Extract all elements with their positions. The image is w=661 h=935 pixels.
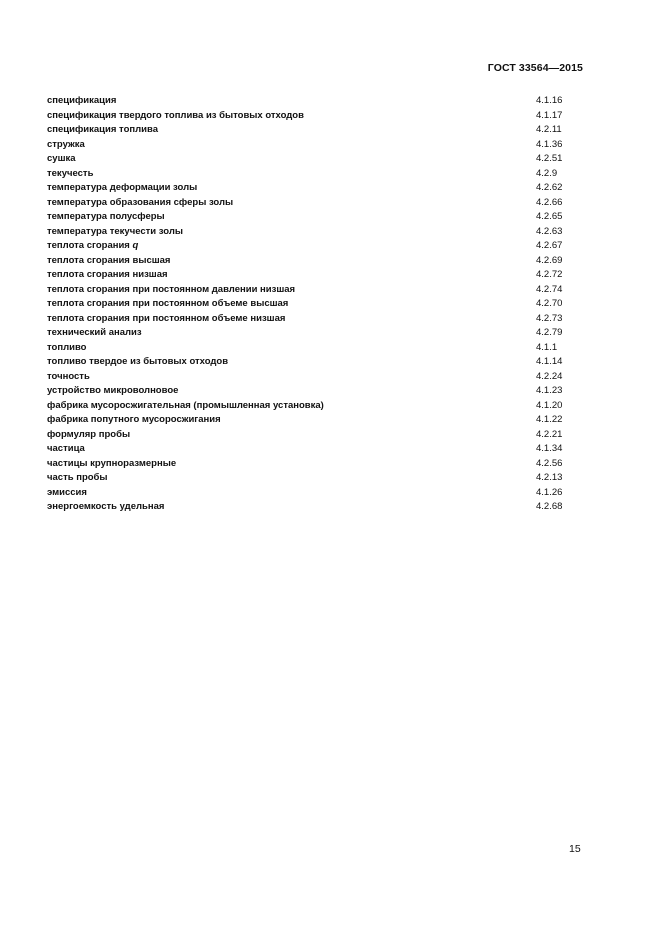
index-row <box>47 370 576 385</box>
index-row <box>47 413 576 428</box>
index-term-text: эмиссия <box>47 486 87 498</box>
index-term <box>47 355 228 370</box>
index-term-text: часть пробы <box>47 472 108 483</box>
index-term-reference: 4.1.34 <box>536 443 563 454</box>
index-term-text: температура образования сферы золы <box>47 196 234 208</box>
index-term <box>47 138 85 153</box>
index-row <box>47 326 576 341</box>
index-term <box>47 181 197 196</box>
index-term-reference: 4.2.74 <box>536 283 563 295</box>
index-term-text: теплота сгорания при постоянном давлении низшая <box>47 283 296 295</box>
index-term-reference: 4.2.69 <box>536 254 563 266</box>
index-row <box>47 384 576 399</box>
index-term-text: частица <box>47 443 85 454</box>
index-row <box>47 268 576 283</box>
index-term <box>47 471 108 486</box>
index-term <box>47 457 176 472</box>
index-term <box>47 428 130 443</box>
index-term-reference: 4.1.22 <box>536 414 563 425</box>
index-row <box>47 355 576 370</box>
index-term <box>47 500 164 515</box>
index-term-text: сушка <box>47 153 76 164</box>
index-term-reference: 4.2.21 <box>536 428 563 440</box>
index-term <box>47 94 116 109</box>
index-term <box>47 109 304 124</box>
index-row <box>47 500 576 515</box>
index-term-reference: 4.2.13 <box>536 472 563 483</box>
index-term-text: технический анализ <box>47 327 142 338</box>
index-term-text: теплота сгорания при постоянном объеме низшая <box>47 312 286 324</box>
index-term-reference: 4.2.24 <box>536 370 563 382</box>
index-term-text: температура текучести золы <box>47 225 183 237</box>
index-term-reference: 4.2.62 <box>536 182 563 193</box>
index-row <box>47 94 576 109</box>
index-row <box>47 225 576 240</box>
index-term <box>47 399 324 414</box>
page-number: 15 <box>569 843 581 855</box>
index-term-reference: 4.2.79 <box>536 327 563 338</box>
index-term-reference: 4.2.66 <box>536 196 563 208</box>
index-term-reference: 4.1.20 <box>536 399 563 411</box>
index-term <box>47 167 93 182</box>
index-term-text: формуляр пробы <box>47 428 131 440</box>
index-term-text: фабрика попутного мусоросжигания <box>47 414 221 425</box>
index-term-text: теплота сгорания высшая <box>47 254 171 266</box>
index-row <box>47 167 576 182</box>
index-term-reference: 4.1.17 <box>536 109 563 121</box>
index-term <box>47 297 288 312</box>
index-term-text: топливо <box>47 341 87 353</box>
index-row <box>47 254 576 269</box>
index-term-reference: 4.1.36 <box>536 138 563 150</box>
index-term <box>47 341 86 356</box>
index-term-text: фабрика мусоросжигательная (промышленная установка) <box>47 399 324 411</box>
index-term <box>47 123 158 138</box>
index-term-reference: 4.1.14 <box>536 356 563 367</box>
index-term <box>47 152 76 167</box>
index-term <box>47 268 168 283</box>
index-term-text: топливо твердое из бытовых отходов <box>47 356 229 367</box>
standard-designation: ГОСТ 33564—2015 <box>487 62 583 74</box>
index-term-reference: 4.2.70 <box>536 298 563 309</box>
index-term-reference: 4.1.26 <box>536 486 563 498</box>
index-row <box>47 297 576 312</box>
index-term-reference: 4.2.9 <box>536 167 558 179</box>
index-term-text: спецификация топлива <box>47 124 158 135</box>
index-term-reference: 4.1.1 <box>536 341 558 353</box>
index-term-reference: 4.2.63 <box>536 225 563 237</box>
index-term <box>47 384 178 399</box>
index-row <box>47 239 576 254</box>
index-term-reference: 4.2.56 <box>536 457 563 469</box>
index-term-reference: 4.2.72 <box>536 269 563 280</box>
index-row <box>47 341 576 356</box>
index-term-reference: 4.2.11 <box>536 124 562 135</box>
index-row <box>47 152 576 167</box>
index-term-text: теплота сгорания при постоянном объеме высшая <box>47 298 289 309</box>
index-term <box>47 225 183 240</box>
index-term-text: текучесть <box>47 167 94 179</box>
index-term-reference: 4.2.68 <box>536 501 563 512</box>
index-row <box>47 109 576 124</box>
index-term-reference: 4.2.73 <box>536 312 563 324</box>
index-row <box>47 283 576 298</box>
index-term-text: температура полусферы <box>47 211 165 222</box>
index-row <box>47 312 576 327</box>
index-term-reference: 4.2.65 <box>536 211 563 222</box>
index-row <box>47 181 576 196</box>
index-row <box>47 196 576 211</box>
index-row <box>47 428 576 443</box>
index-term <box>47 239 138 254</box>
index-term-symbol: q <box>132 240 139 251</box>
index-term <box>47 413 221 428</box>
alphabetical-term-index <box>47 94 576 515</box>
index-row <box>47 123 576 138</box>
index-row <box>47 457 576 472</box>
index-term-reference: 4.1.23 <box>536 385 563 396</box>
index-term-text: спецификация <box>47 95 117 106</box>
index-term-text: точность <box>47 370 90 382</box>
index-term-text: спецификация твердого топлива из бытовых отходов <box>47 109 304 121</box>
index-term-text: теплота сгорания низшая <box>47 269 168 280</box>
index-term-text: температура деформации золы <box>47 182 198 193</box>
index-term <box>47 254 170 269</box>
index-term <box>47 283 295 298</box>
index-term <box>47 326 142 341</box>
index-term <box>47 486 87 501</box>
index-row <box>47 210 576 225</box>
index-term-text: стружка <box>47 138 85 150</box>
index-row <box>47 442 576 457</box>
index-row <box>47 486 576 501</box>
index-term <box>47 442 85 457</box>
index-term-reference: 4.2.51 <box>536 153 563 164</box>
index-term-reference: 4.1.16 <box>536 95 563 106</box>
index-term-reference: 4.2.67 <box>536 240 563 251</box>
index-row <box>47 399 576 414</box>
index-term <box>47 210 165 225</box>
index-term-text: устройство микроволновое <box>47 385 179 396</box>
index-term <box>47 196 233 211</box>
index-row <box>47 138 576 153</box>
index-term-text: энергоемкость удельная <box>47 501 165 512</box>
index-term <box>47 312 285 327</box>
index-term-text: теплота сгорания <box>47 240 133 251</box>
index-row <box>47 471 576 486</box>
index-term-text: частицы крупноразмерные <box>47 457 177 469</box>
index-term <box>47 370 90 385</box>
